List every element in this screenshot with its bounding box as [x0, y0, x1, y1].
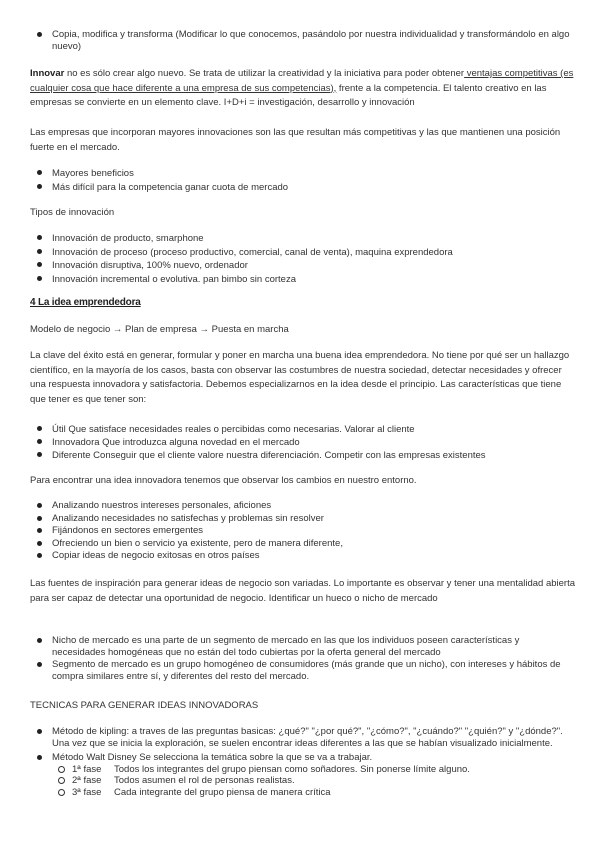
list-item: Innovación de proceso (proceso productivo, comercial, canal de venta), maquina exprendedora — [30, 246, 575, 260]
encontrar-paragraph: Para encontrar una idea innovadora tenemos que observar los cambios en nuestro entorno. — [30, 475, 417, 486]
types-list — [30, 232, 575, 286]
innovar-paragraph — [30, 67, 575, 111]
list-item: Innovadora Que introduzca alguna novedad en el mercado — [30, 436, 575, 449]
fuentes-paragraph: Las fuentes de inspiración para generar ideas de negocio son variadas. Lo importante es observar y tener una mentalidad abierta para ser capaz de detectar una oportunidad de negocio. Identificar un hueco o nicho de mercado — [30, 578, 576, 604]
list-item: Segmento de mercado es un grupo homogéneo de consumidores (más grande que un nicho), con intereses y hábitos de compra similares entre sí, y diferentes del resto del mercado. — [30, 659, 575, 682]
list-item: Mayores beneficios — [30, 167, 575, 181]
list-item: Diferente Conseguir que el cliente valore nuestra diferenciación. Competir con las empresas existentes — [30, 449, 575, 462]
model-line: Modelo de negocio → Plan de empresa → Puesta en marcha — [30, 324, 289, 335]
phase-item — [30, 764, 575, 776]
list-item: Fijándonos en sectores emergentes — [30, 525, 575, 538]
innovar-underlined-text: ventajas competitivas (es cualquier cosa que hace diferente a una empresa de sus competencias), — [30, 68, 574, 94]
list-item: Innovación de producto, smarphone — [30, 232, 575, 246]
list-item: Innovación incremental o evolutiva. pan bimbo sin corteza — [30, 273, 575, 287]
techniques-title: TECNICAS PARA GENERAR IDEAS INNOVADORAS — [30, 700, 259, 711]
list-item: Analizando nuestros intereses personales, aficiones — [30, 500, 575, 513]
top-bullet-list — [30, 29, 575, 52]
ways-list — [30, 500, 575, 563]
innovar-text: no es sólo crear algo nuevo. Se trata de utilizar la creatividad y la iniciativa para poder obtener — [64, 68, 465, 79]
list-item: Método Walt Disney Se selecciona la temática sobre la que se va a trabajar. — [30, 752, 575, 764]
phase-item — [30, 775, 575, 787]
phase-label: 1ª fase — [72, 763, 102, 775]
phase-label: 2ª fase — [72, 775, 102, 786]
techniques-list — [30, 726, 575, 798]
list-item: Método de kipling: a traves de las preguntas basicas: ¿qué?" "¿por qué?", "¿cómo?", "¿cuándo?" "¿quién?" y "¿dónde?". Una vez que se inicia la exploración, se suelen encontrar ideas diferentes a las que se habían visualizado inicialmente. — [30, 726, 575, 749]
phase-text: Todos los integrantes del grupo piensan como soñadores. Sin ponerse límite alguno. — [114, 763, 470, 775]
market-list — [30, 635, 575, 682]
section-heading: 4 La idea emprendedora — [30, 297, 141, 308]
phase-text: Cada integrante del grupo piensa de manera crítica — [114, 786, 331, 798]
characteristics-list — [30, 423, 575, 462]
clave-paragraph: La clave del éxito está en generar, formular y poner en marcha una buena idea emprendedora. No tiene por qué ser un hallazgo científico, en la mayoría de los casos, basta con observar las costumbres de nuestra sociedad, detectar necesidades y ofrecer una respuesta innovadora y satisfactoria. Debemos especializarnos en la idea desde el principio. Las características que tiene que tener es que tener son: — [30, 350, 570, 405]
innovar-text-after: frente a la competencia. El talento creativo en las empresas se convierte en un elemento clave. I+D+i = investigación, desarrollo y innovación — [30, 82, 547, 108]
innovar-term: Innovar — [30, 68, 65, 79]
competitivas-paragraph: Las empresas que incorporan mayores innovaciones son las que resultan más competitivas y las que mantienen una posición fuerte en el mercado. — [30, 127, 561, 153]
phase-item — [30, 787, 575, 799]
list-item: Innovación disruptiva, 100% nuevo, ordenador — [30, 259, 575, 273]
phase-text: Todos asumen el rol de personas realistas. — [114, 775, 295, 786]
list-item: Copia, modifica y transforma (Modificar lo que conocemos, pasándolo por nuestra individualidad y transformándolo en algo nuevo) — [30, 29, 575, 52]
benefits-list — [30, 167, 575, 194]
phase-label: 3ª fase — [72, 786, 102, 798]
list-item: Analizando necesidades no satisfechas y problemas sin resolver — [30, 513, 575, 526]
list-item: Más difícil para la competencia ganar cuota de mercado — [30, 181, 575, 195]
list-item: Copiar ideas de negocio exitosas en otros países — [30, 550, 575, 563]
list-item: Útil Que satisface necesidades reales o percibidas como necesarias. Valorar al cliente — [30, 423, 575, 436]
types-title: Tipos de innovación — [30, 207, 115, 218]
list-item: Nicho de mercado es una parte de un segmento de mercado en las que los individuos poseen características y necesidades homogéneas que no están del todo cubiertas por la oferta general del mercado — [30, 635, 575, 658]
list-item: Ofreciendo un bien o servicio ya existente, pero de manera diferente, — [30, 538, 575, 551]
